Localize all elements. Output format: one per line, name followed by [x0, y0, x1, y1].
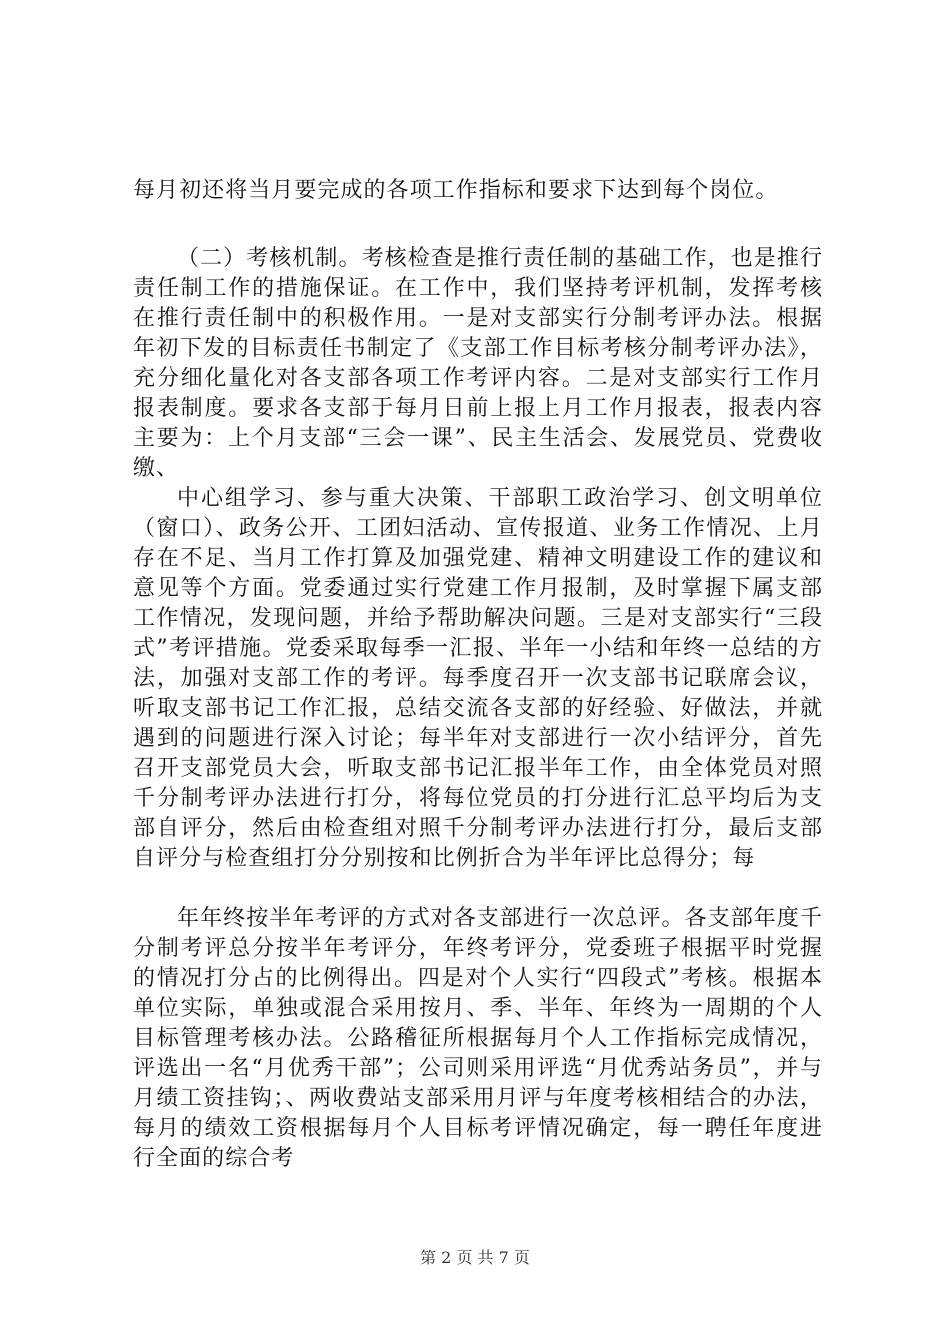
paragraph-3: 中心组学习、参与重大决策、干部职工政治学习、创文明单位（窗口）、政务公开、工团妇活动、宣传报道、业务工作情况、上月存在不足、当月工作打算及加强党建、精神文明建设工作的建议和意见等个方面。党委通过实行党建工作月报制，及时掌握下属支部工作情况，发现问题，并给予帮助解决问题。三是对支部实行“三段式”考评措施。党委采取每季一汇报、半年一小结和年终一总结的方法，加强对支部工作的考评。每季度召开一次支部书记联席会议，听取支部书记工作汇报，总结交流各支部的好经验、好做法，并就遇到的问题进行深入讨论；每半年对支部进行一次小结评分，首先召开支部党员大会，听取支部书记汇报半年工作，由全体党员对照千分制考评办法进行打分，将每位党员的打分进行汇总平均后为支部自评分，然后由检查组对照千分制考评办法进行打分，最后支部自评分与检查组打分分别按和比例折合为半年评比总得分；每 [133, 486, 823, 871]
paragraph-1: 每月初还将当月要完成的各项工作指标和要求下达到每个岗位。 [133, 178, 779, 203]
page-number-footer: 第 2 页 共 7 页 [420, 1248, 530, 1267]
paragraph-4: 年年终按半年考评的方式对各支部进行一次总评。各支部年度千分制考评总分按半年考评分，年终考评分，党委班子根据平时党握的情况打分占的比例得出。四是对个人实行“四段式”考核。根据本单位实际，单独或混合采用按月、季、半年、年终为一周期的个人目标管理考核办法。公路稽征所根据每月个人工作指标完成情况，评选出一名“月优秀干部”；公司则采用评选“月优秀站务员”，并与月绩工资挂钩；、两收费站支部采用月评与年度考核相结合的办法，每月的绩效工资根据每月个人目标考评情况确定，每一聘任年度进行全面的综合考 [133, 906, 823, 1171]
paragraph-2: （二）考核机制。考核检查是推行责任制的基础工作，也是推行责任制工作的措施保证。在工作中，我们坚持考评机制，发挥考核在推行责任制中的积极作用。一是对支部实行分制考评办法。根据年初下发的目标责任书制定了《支部工作目标考核分制考评办法》，充分细化量化对各支部各项工作考评内容。二是对支部实行工作月报表制度。要求各支部于每月日前上报上月工作月报表，报表内容主要为：上个月支部“三会一课”、民主生活会、发展党员、党费收缴、 [133, 246, 823, 481]
